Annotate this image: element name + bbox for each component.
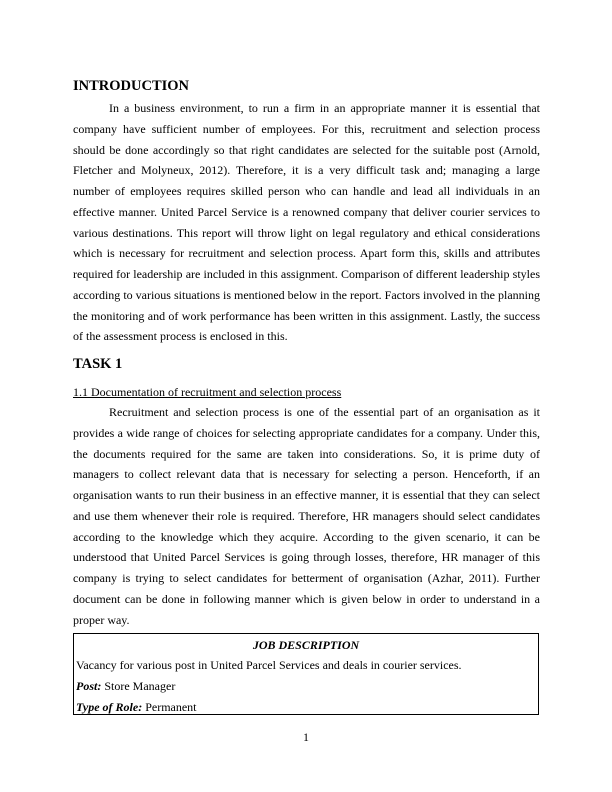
job-description-title: JOB DESCRIPTION bbox=[252, 638, 360, 652]
job-description-box bbox=[73, 633, 539, 715]
page-number: 1 bbox=[303, 730, 309, 744]
section-1-1-subheading: 1.1 Documentation of recruitment and selection process bbox=[73, 385, 342, 399]
job-post-value: Store Manager bbox=[101, 679, 176, 693]
job-post-label: Post: bbox=[76, 679, 102, 693]
task1-paragraph: Recruitment and selection process is one of the essential part of an organisation as it provides a wide range of choices for selecting appropriate candidates for a company. Under this, the documents required for the same are taken into considerations. So, it is prime duty of managers to collect relevant data that is necessary for selecting a person. Henceforth, if an organisation wants to run their business in an effective manner, it is essential that they can select and use them whenever their role is required. Therefore, HR managers should select candidates according to the knowledge which they acquire. According to the given scenario, it can be understood that United Parcel Services is going through losses, therefore, HR manager of this company is trying to select candidates for betterment of organisation (Azhar, 2011). Further document can be done in following manner which is given below in order to understand in a proper way. bbox=[73, 405, 540, 627]
job-role-label: Type of Role: bbox=[76, 700, 143, 714]
task1-heading: TASK 1 bbox=[73, 356, 123, 372]
job-vacancy-line: Vacancy for various post in United Parcel Services and deals in courier services. bbox=[76, 658, 462, 672]
introduction-paragraph: In a business environment, to run a firm in an appropriate manner it is essential that company have sufficient number of employees. For this, recruitment and selection process should be done accordingly so that right candidates are selected for the suitable post (Arnold, Fletcher and Molyneux, 2012). Therefore, it is a very difficult task and; managing a large number of employees requires skilled person who can handle and lead all individuals in an effective manner. United Parcel Service is a renowned company that deliver courier services to various destinations. This report will throw light on legal regulatory and ethical considerations which is necessary for recruitment and selection process. Apart form this, skills and attributes required for leadership are included in this assignment. Comparison of different leadership styles according to various situations is mentioned below in the report. Factors involved in the planning the monitoring and of work performance has been written in this assignment. Lastly, the success of the assessment process is enclosed in this. bbox=[73, 101, 540, 344]
introduction-heading: INTRODUCTION bbox=[73, 78, 190, 94]
job-post-line bbox=[76, 679, 175, 693]
job-role-line bbox=[76, 700, 197, 714]
job-role-value: Permanent bbox=[142, 700, 197, 714]
